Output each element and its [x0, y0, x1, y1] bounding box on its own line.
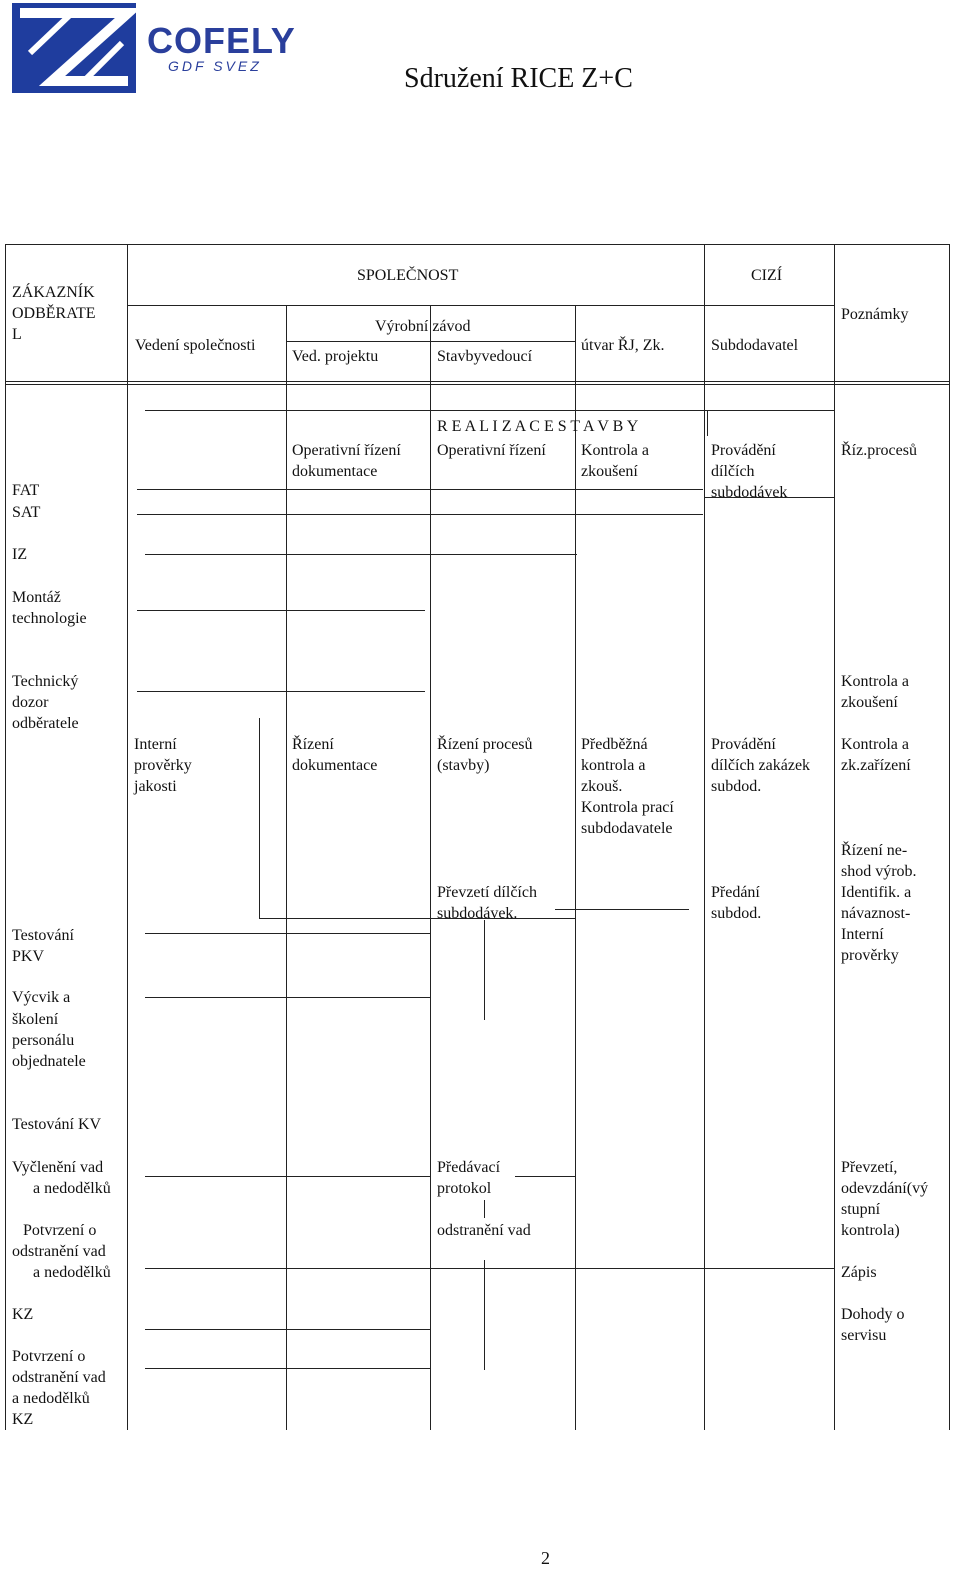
row-confirm2-2: odstranění vad [12, 1369, 106, 1386]
row-sat: SAT [12, 504, 41, 521]
flow-line-2 [137, 489, 703, 490]
table-right-border [949, 244, 950, 1430]
header-customer-1: ZÁKAZNÍK [12, 284, 95, 301]
cell-exec1-2: dílčích [711, 463, 755, 480]
header-bottom-border-2 [5, 384, 950, 385]
cell-exec1-1: Provádění [711, 442, 776, 459]
flow-line-7 [137, 691, 425, 692]
cell-exec2-1: Provádění [711, 736, 776, 753]
cell-defects: odstranění vad [437, 1222, 531, 1239]
row-pkv-2: PKV [12, 948, 45, 965]
flow-vline-1 [259, 718, 260, 918]
col-divider-5 [704, 244, 705, 1430]
header-notes: Poznámky [841, 306, 909, 323]
cell-doc-mgmt-1: Řízení [292, 736, 334, 753]
header-customer-2: ODBĚRATE [12, 305, 96, 322]
cell-audits-1: Interní [134, 736, 177, 753]
flow-line-13 [515, 1176, 575, 1177]
cell-acceptance-4: kontrola) [841, 1222, 900, 1239]
row-separation-1: Vyčlenění vad [12, 1159, 104, 1176]
flow-line-15 [145, 1329, 430, 1330]
cell-acceptance-3: stupní [841, 1201, 881, 1218]
cell-exec1-3: subdodávek [711, 484, 788, 501]
cell-prelim-1: Předběžná [581, 736, 648, 753]
col-divider-1 [127, 244, 128, 1430]
flow-line-6 [137, 610, 425, 611]
flow-vline-2 [484, 920, 485, 1020]
cell-test1-1: Kontrola a [581, 442, 649, 459]
row-confirm2-4: KZ [12, 1411, 34, 1428]
cell-audits-3: jakosti [134, 778, 177, 795]
flow-line-16 [145, 1368, 430, 1369]
cell-nonconf-5: Interní [841, 926, 884, 943]
flow-line-1 [145, 410, 835, 411]
cell-service-1: Dohody o [841, 1306, 905, 1323]
header-mid-line [127, 305, 834, 306]
flow-line-3 [137, 514, 703, 515]
flow-tick-1 [707, 410, 708, 436]
row-confirm1-1: Potvrzení o [23, 1222, 97, 1239]
cell-handover-2: subdod. [711, 905, 762, 922]
col-divider-4 [575, 305, 576, 1430]
row-pkv-1: Testování [12, 927, 74, 944]
row-training-1: Výcvik a [12, 989, 71, 1006]
flow-line-12 [145, 1176, 430, 1177]
cell-nonconf-6: prověrky [841, 947, 899, 964]
row-confirm2-1: Potvrzení o [12, 1348, 86, 1365]
cell-nonconf-2: shod výrob. [841, 863, 917, 880]
flow-line-8 [259, 918, 575, 919]
header-foreign: CIZÍ [751, 267, 783, 284]
flow-line-9 [555, 909, 689, 910]
cell-test1-2: zkoušení [581, 463, 638, 480]
row-confirm1-3: a nedodělků [33, 1264, 111, 1281]
cell-acceptance-2: odevzdání(vý [841, 1180, 929, 1197]
row-montage-1: Montáž [12, 589, 61, 606]
cell-nonconf-3: Identifik. a [841, 884, 912, 901]
cell-record: Zápis [841, 1264, 877, 1281]
header-project-lead: Ved. projektu [292, 348, 379, 365]
table-top-border [5, 244, 950, 245]
header-management: Vedení společnosti [135, 337, 256, 354]
row-kv: Testování KV [12, 1116, 102, 1133]
col-divider-3 [430, 305, 431, 1430]
logo-mark [12, 3, 136, 93]
header-company: SPOLEČNOST [357, 267, 459, 284]
cell-takeover-2: subdodávek. [437, 905, 518, 922]
row-training-4: objednatele [12, 1053, 86, 1070]
row-training-3: personálu [12, 1032, 75, 1049]
row-montage-2: technologie [12, 610, 87, 627]
cell-prelim-3: zkouš. [581, 778, 623, 795]
cell-protocol-1: Předávací [437, 1159, 501, 1176]
cell-op-doc-1: Operativní řízení [292, 442, 401, 459]
cell-protocol-2: protokol [437, 1180, 492, 1197]
row-kz: KZ [12, 1306, 34, 1323]
row-tech-1: Technický [12, 673, 79, 690]
cell-exec2-3: subdod. [711, 778, 762, 795]
col-divider-2 [286, 305, 287, 1430]
cell-service-2: servisu [841, 1327, 887, 1344]
header-site-manager: Stavbyvedoucí [437, 348, 533, 365]
cell-notes-check-1: Kontrola a [841, 673, 909, 690]
cell-takeover-1: Převzetí dílčích [437, 884, 537, 901]
cell-nonconf-4: návaznost- [841, 905, 911, 922]
cell-nonconf-1: Řízení ne- [841, 842, 908, 859]
row-fat: FAT [12, 482, 40, 499]
cell-doc-mgmt-2: dokumentace [292, 757, 378, 774]
logo-z-icon [12, 3, 136, 93]
flow-line-14 [145, 1268, 835, 1269]
cell-op-doc-2: dokumentace [292, 463, 378, 480]
brand-name: COFELY [147, 20, 296, 61]
flow-vline-4 [484, 1260, 485, 1370]
col-divider-6 [834, 244, 835, 1430]
row-separation-2: a nedodělků [33, 1180, 111, 1197]
cell-exec2-2: dílčích zakázek [711, 757, 811, 774]
flow-line-5 [145, 554, 577, 555]
row-tech-3: odběratele [12, 715, 79, 732]
header-bottom-border [5, 381, 950, 382]
flow-line-11 [145, 997, 430, 998]
brand-subtitle: GDF SVEZ [168, 58, 262, 74]
cell-audits-2: prověrky [134, 757, 192, 774]
cell-prelim-4: Kontrola prací [581, 799, 674, 816]
page-title: Sdružení RICE Z+C [404, 63, 633, 94]
cell-proc-mgmt-1: Řízení procesů [437, 736, 533, 753]
header-qa-dept: útvar ŘJ, Zk. [581, 337, 665, 354]
page-number: 2 [541, 1548, 550, 1568]
table-left-border [5, 244, 6, 1430]
cell-proc-mgmt-2: (stavby) [437, 757, 490, 774]
cell-check-equip-1: Kontrola a [841, 736, 909, 753]
row-confirm1-2: odstranění vad [12, 1243, 106, 1260]
flow-vline-3 [484, 1200, 485, 1218]
row-training-2: školení [12, 1011, 59, 1028]
cell-prelim-5: subdodavatele [581, 820, 673, 837]
cell-prelim-2: kontrola a [581, 757, 646, 774]
cell-proc: Říz.procesů [841, 442, 917, 459]
row-tech-2: dozor [12, 694, 49, 711]
header-subcontractor: Subdodavatel [711, 337, 799, 354]
header-plant: Výrobní závod [375, 318, 471, 335]
header-customer-3: L [12, 326, 22, 343]
cell-op: Operativní řízení [437, 442, 546, 459]
flow-line-10 [145, 933, 430, 934]
cell-notes-check-2: zkoušení [841, 694, 898, 711]
header-plant-line [286, 341, 575, 342]
cell-check-equip-2: zk.zařízení [841, 757, 911, 774]
cell-acceptance-1: Převzetí, [841, 1159, 898, 1176]
row-iz: IZ [12, 546, 28, 563]
row-confirm2-3: a nedodělků [12, 1390, 90, 1407]
cell-realization: R E A L I Z A C E S T A V B Y [437, 418, 639, 435]
cell-handover-1: Předání [711, 884, 760, 901]
